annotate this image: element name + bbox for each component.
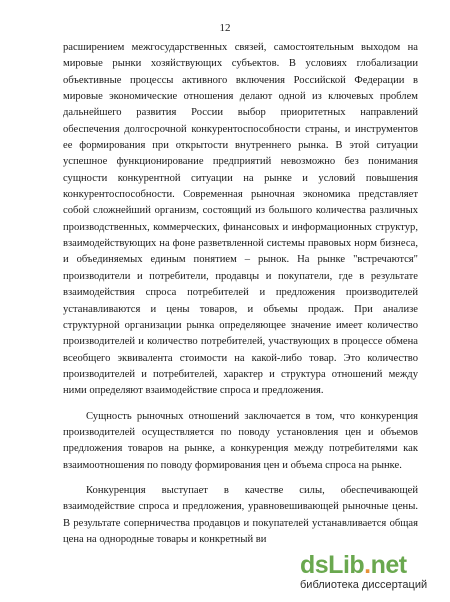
text-line: взаимодействия спроса потребителей и предложения производителей <box>63 287 418 299</box>
text-line: мировые экономические отношения делают одной из ключевых проблем <box>63 91 418 103</box>
document-body <box>63 40 418 548</box>
text-line: производителей и количество потребителей, участвующих в процессе обмена <box>63 336 418 348</box>
text-line: Сущность рыночных отношений заключается в том, что конкуренция <box>86 410 418 422</box>
text-line: всеобщего эквивалента стоимости на какой-либо товар. Это количество <box>63 352 418 364</box>
text-line: ними определяют взаимодействие спроса и предложения. <box>63 385 324 397</box>
text-line: производственных, коммерческих, финансовых и информационных структур, <box>63 221 418 233</box>
text-line: объективные процессы активного включения Российской Федерации в <box>63 74 418 86</box>
text-line: структурной организации рынка определяющее значение имеет количество <box>63 319 418 331</box>
page-number: 12 <box>219 22 231 34</box>
text-line: мировые рынки хозяйствующих субъектов. В условиях глобализации <box>63 58 418 70</box>
text-line: производителей и потребителей, характер и структура отношений между <box>63 368 418 380</box>
text-line: расширением межгосударственных связей, самостоятельным выходом на <box>63 42 418 53</box>
text-line: взаимоотношения по поводу формирования цен и объема спроса на рынке. <box>63 459 402 471</box>
text-line: производителей осуществляется по поводу установления цен и объемов <box>63 426 418 438</box>
text-line: успешное функционирование предприятий невозможно без понимания <box>63 156 418 168</box>
dslib-watermark[interactable] <box>296 551 446 595</box>
text-line: конкурентоспособности. Современная рыночная экономика представляет <box>63 189 418 201</box>
text-line: предложения товаров на рынке, а конкуренция между потребителями как <box>63 443 418 455</box>
dslib-logo: dsLib.net <box>300 551 407 579</box>
text-line: сущности конкурентной ситуации на рынке и условий повышения <box>63 172 418 184</box>
text-line: взаимодействие спроса и предложения, уравновешивающей рыночные цены. <box>63 501 418 513</box>
text-line: взаимодействующих на фоне разветвленной системы правовых норм бизнеса, <box>63 238 418 250</box>
text-line: цена на однородные товары и конкретный ви <box>63 533 267 545</box>
text-line: В результате соперничества продавцов и покупателей устанавливается общая <box>63 517 418 529</box>
text-line: Конкуренция выступает в качестве силы, обеспечивающей <box>86 484 418 496</box>
text-line: собой сложнейший организм, состоящий из большого количества различных <box>63 205 418 217</box>
text-line: обеспечения долгосрочной конкурентоспособности страны, и инструментов <box>63 123 418 135</box>
text-line: и объединяемых единым понятием – рынок. На рынке "встречаются" <box>63 254 418 266</box>
text-line: ее формирования при открытости внутреннего рынка. В этой ситуации <box>63 140 418 152</box>
dslib-subtitle: библиотека диссертаций <box>300 579 428 591</box>
text-line: дальнейшего развития России выбор приоритетных направлений <box>63 107 418 119</box>
text-line: производители и потребители, продавцы и покупатели, где в результате <box>63 270 418 282</box>
text-line: устанавливаются и цены товаров, и объемы продаж. При анализе <box>63 303 418 315</box>
